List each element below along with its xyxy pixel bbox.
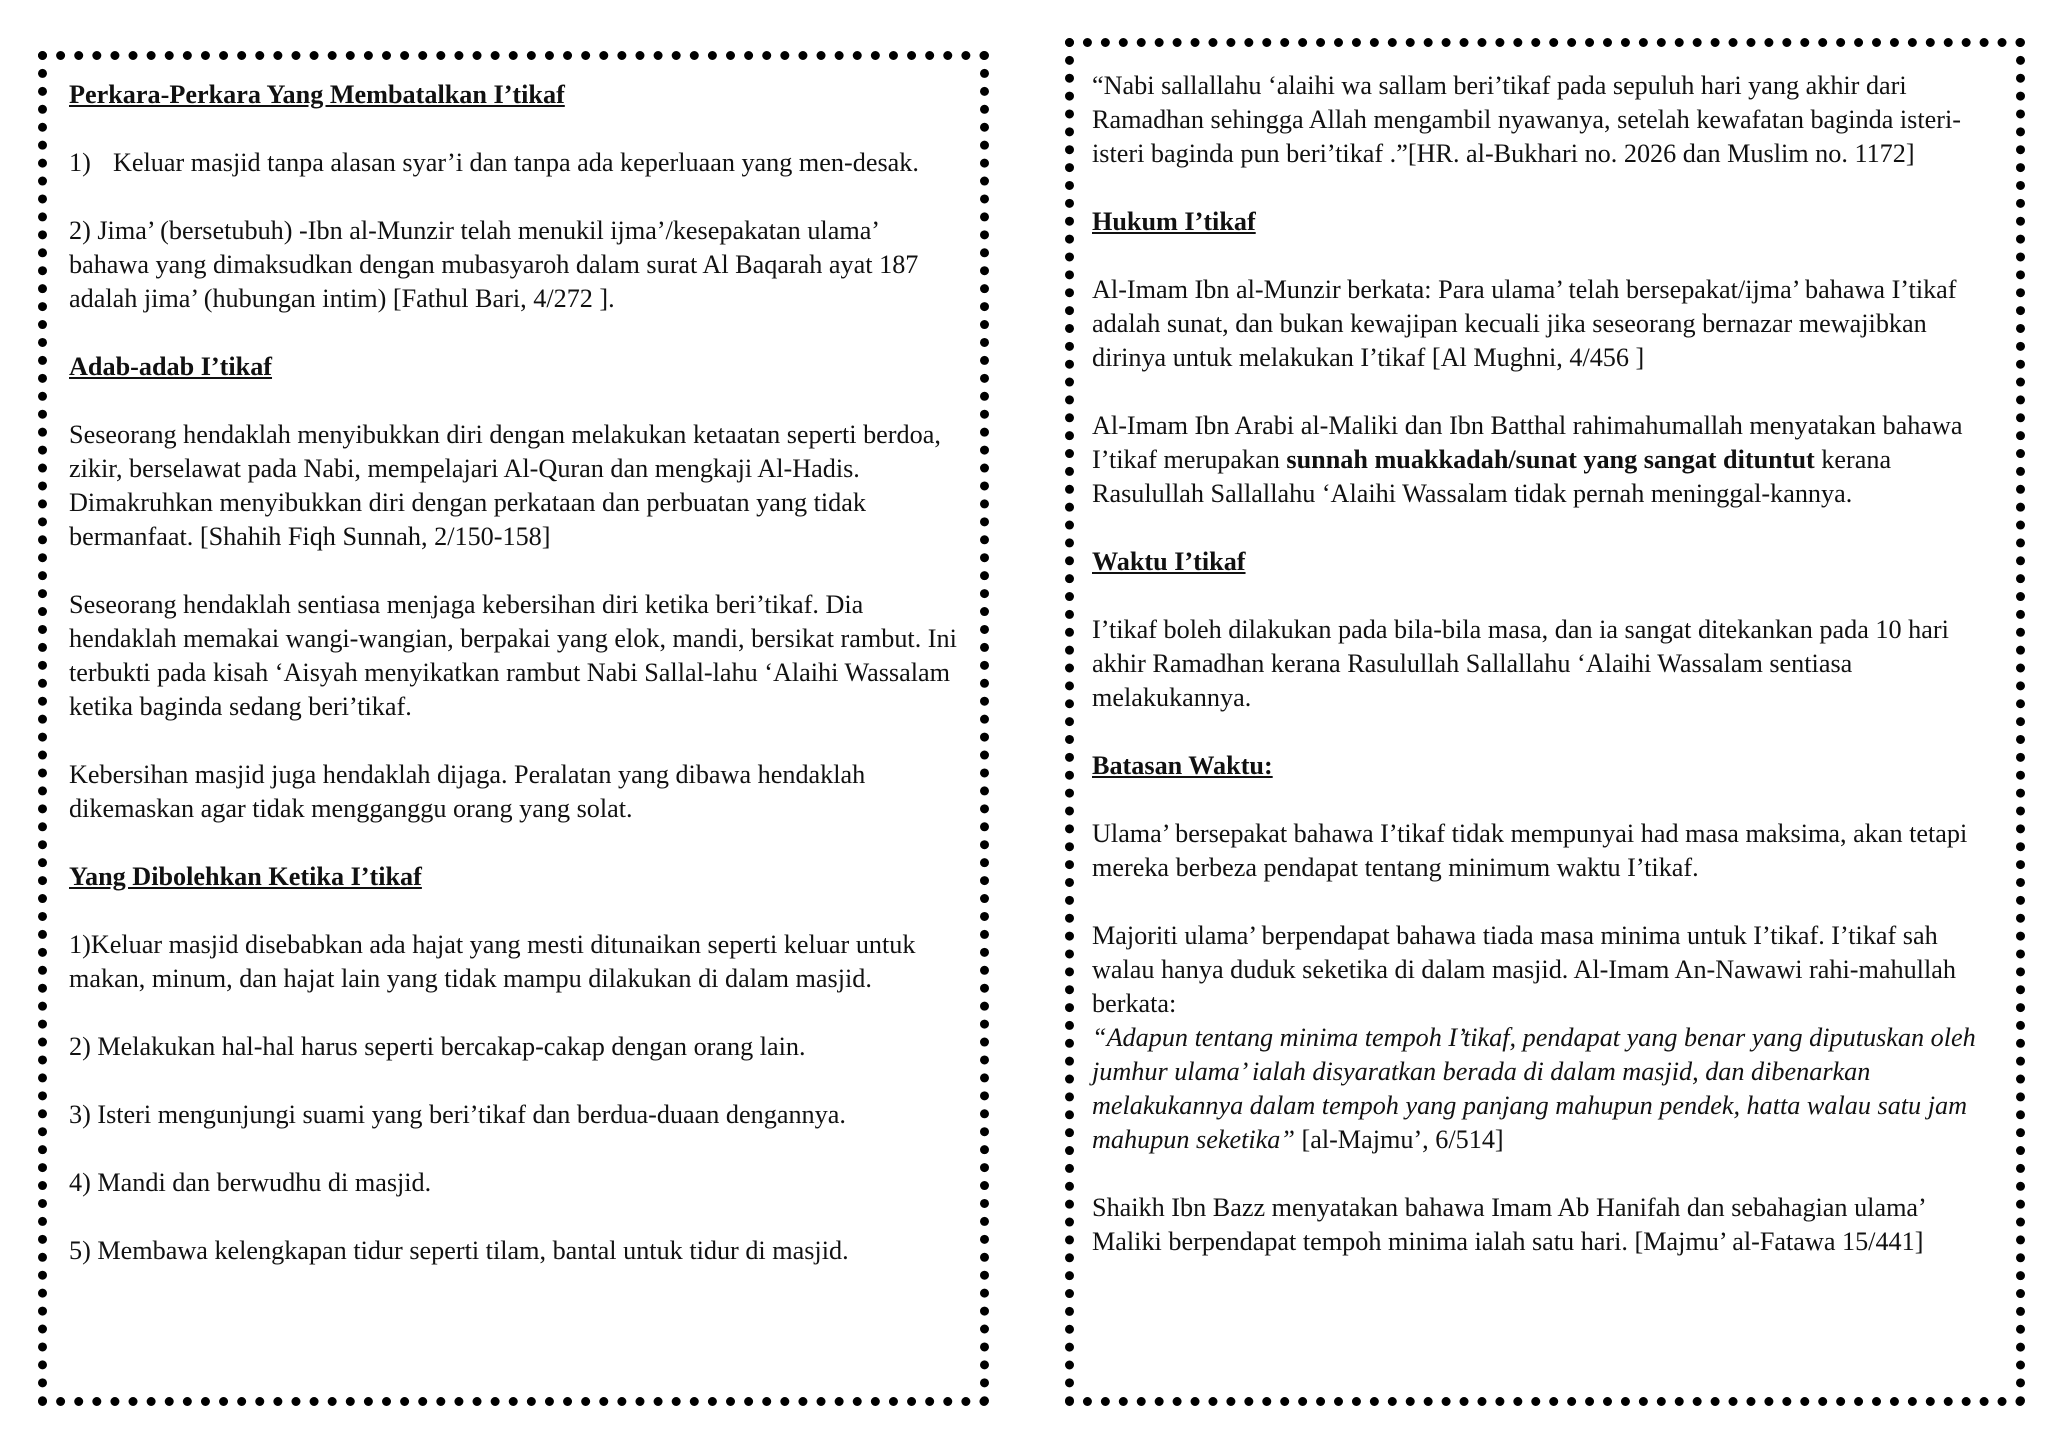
list-item: 4) Mandi dan berwudhu di masjid. (69, 1168, 432, 1197)
bold-emphasis: sunnah muakkadah/sunat yang sangat dituntut (1286, 445, 1815, 474)
nawawi-quote-block (1092, 1021, 1998, 1157)
list-item: 5) Membawa kelengkapan tidur seperti tilam, bantal untuk tidur di masjid. (69, 1236, 849, 1265)
item-text: Keluar masjid tanpa alasan syar’i dan tanpa ada keperluaan yang men-desak. (113, 148, 919, 177)
paragraph: Ulama’ bersepakat bahawa I’tikaf tidak mempunyai had masa maksima, akan tetapi mereka berbeza pendapat tentang minimum waktu I’tikaf. (1092, 819, 1968, 882)
heading-adab: Adab-adab I’tikaf (69, 352, 273, 381)
paragraph: Seseorang hendaklah menyibukkan diri dengan melakukan ketaatan seperti berdoa, zikir, berselawat pada Nabi, mempelajari Al-Quran dan mengkaji Al-Hadis. Dimakruhkan menyibukkan diri dengan perkataan dan perbuatan yang tidak bermanfaat. [Shahih Fiqh Sunnah, 2/150-158] (69, 420, 941, 551)
text-run: Al-Imam Ibn Arabi al-Maliki dan Ibn Batthal rahimahumallah menyatakan bahawa I’tikaf merupakan (1092, 411, 1963, 474)
paragraph: Seseorang hendaklah sentiasa menjaga kebersihan diri ketika beri’tikaf. Dia hendaklah memakai wangi-wangian, berpakai yang elok, mandi, bersikat rambut. Ini terbukti pada kisah ‘Aisyah menyikatkan rambut Nabi Sallal-lahu ‘Alaihi Wassalam ketika baginda sedang beri’tikaf. (69, 590, 957, 721)
text-run: kerana Rasulullah Sallallahu ‘Alaihi Wassalam tidak pernah meninggal-kannya. (1092, 445, 1892, 508)
heading-dibolehkan: Yang Dibolehkan Ketika I’tikaf (69, 862, 422, 891)
list-item: 2) Melakukan hal-hal harus seperti bercakap-cakap dengan orang lain. (69, 1032, 806, 1061)
paragraph: I’tikaf boleh dilakukan pada bila-bila masa, dan ia sangat ditekankan pada 10 hari akhir Ramadhan kerana Rasulullah Sallallahu ‘Alaihi Wassalam sentiasa melakukannya. (1092, 615, 1949, 712)
paragraph: Al-Imam Ibn al-Munzir berkata: Para ulama’ telah bersepakat/ijma’ bahawa I’tikaf adalah sunat, dan bukan kewajipan kecuali jika seseorang bernazar mewajibkan dirinya untuk melakukan I’tikaf [Al Mughni, 4/456 ] (1092, 275, 1957, 372)
italic-quote: “Adapun tentang minima tempoh I’tikaf, pendapat yang benar yang diputuskan oleh jumhur ulama’ ialah disyaratkan berada di dalam masjid, dan dibenarkan melakukannya dalam tempoh yang panjang mahupun pendek, hatta walau satu jam mahupun seketika” (1092, 1023, 1976, 1154)
paragraph (1092, 409, 1998, 511)
heading-pembatal: Perkara-Perkara Yang Membatalkan I’tikaf (69, 80, 565, 109)
quote-reference: [al-Majmu’, 6/514] (1294, 1125, 1504, 1154)
paragraph-text: Majoriti ulama’ berpendapat bahawa tiada masa minima untuk I’tikaf. I’tikaf sah walau hanya duduk seketika di dalam masjid. Al-Imam An-Nawawi rahi-mahullah berkata: (1092, 921, 1956, 1018)
right-panel (1065, 38, 2025, 1406)
item-number: 1) (69, 148, 91, 177)
heading-batasan: Batasan Waktu: (1092, 751, 1273, 780)
heading-waktu: Waktu I’tikaf (1092, 547, 1246, 576)
paragraph: Kebersihan masjid juga hendaklah dijaga. Peralatan yang dibawa hendaklah dikemaskan agar tidak mengganggu orang yang solat. (69, 760, 866, 823)
paragraph: Shaikh Ibn Bazz menyatakan bahawa Imam Ab Hanifah dan sebahagian ulama’ Maliki berpendapat tempoh minima ialah satu hari. [Majmu’ al-Fatawa 15/441] (1092, 1193, 1925, 1256)
list-item (69, 146, 962, 180)
list-item: 2) Jima’ (bersetubuh) -Ibn al-Munzir telah menukil ijma’/kesepakatan ulama’ bahawa yang dimaksudkan dengan mubasyaroh dalam surat Al Baqarah ayat 187 adalah jima’ (hubungan intim) [Fathul Bari, 4/272 ]. (69, 216, 919, 313)
paragraph-with-quote (1092, 919, 1998, 1157)
list-item: 1)Keluar masjid disebabkan ada hajat yang mesti ditunaikan seperti keluar untuk makan, minum, dan hajat lain yang tidak mampu dilakukan di dalam masjid. (69, 930, 916, 993)
hadith-quote: “Nabi sallallahu ‘alaihi wa sallam beri’tikaf pada sepuluh hari yang akhir dari Ramadhan sehingga Allah mengambil nyawanya, setelah kewafatan baginda isteri-isteri baginda pun beri’tikaf .”[HR. al-Bukhari no. 2026 dan Muslim no. 1172] (1092, 71, 1961, 168)
left-panel (38, 51, 989, 1406)
list-item: 3) Isteri mengunjungi suami yang beri’tikaf dan berdua-duaan dengannya. (69, 1100, 846, 1129)
heading-hukum: Hukum I’tikaf (1092, 207, 1256, 236)
